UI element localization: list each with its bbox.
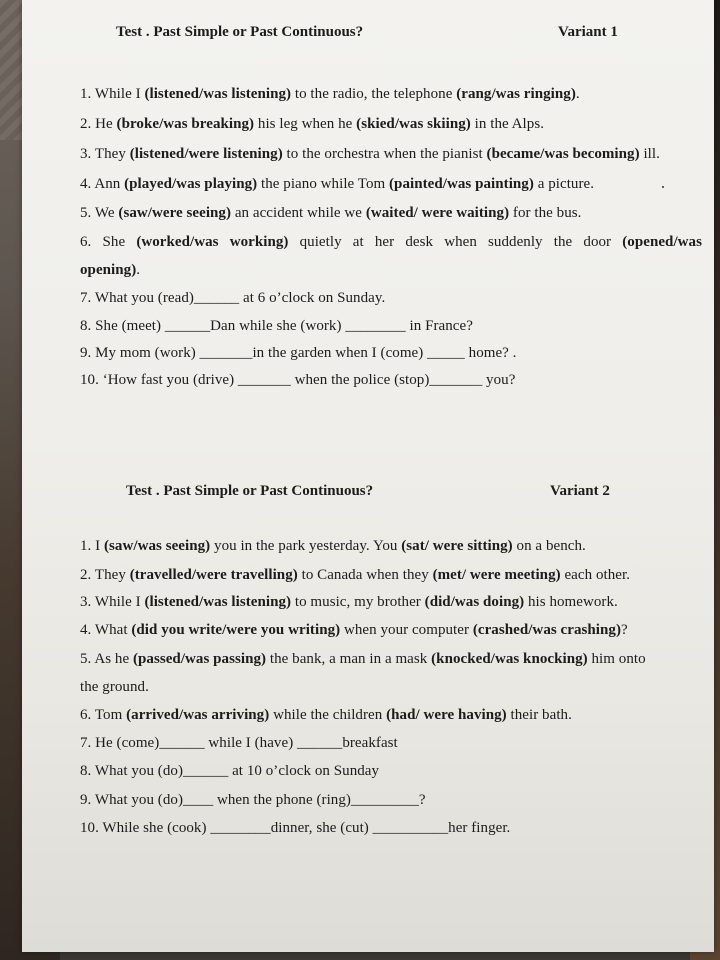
v2-item-6: 6. Tom (arrived/was arriving) while the children (had/ were having) their bath. bbox=[80, 707, 572, 723]
v1-item-1: 1. While I (listened/was listening) to the radio, the telephone (rang/was ringing). bbox=[80, 86, 580, 102]
v1-item-6: 6. She (worked/was working) quietly at her desk when suddenly the door (opened/was bbox=[80, 234, 702, 250]
v1-item-2: 2. He (broke/was breaking) his leg when he (skied/was skiing) in the Alps. bbox=[80, 116, 545, 132]
v1-item-5: 5. We (saw/were seeing) an accident while we (waited/ were waiting) for the bus. bbox=[80, 205, 582, 221]
v2-item-9: 9. What you (do)____ when the phone (ring)_________? bbox=[80, 792, 426, 808]
pen-dot bbox=[662, 186, 664, 188]
v1-item-10: 10. ‘How fast you (drive) _______ when the police (stop)_______ you? bbox=[80, 372, 516, 388]
variant2-title: Test . Past Simple or Past Continuous? bbox=[126, 483, 374, 499]
v2-item-5: 5. As he (passed/was passing) the bank, a man in a mask (knocked/was knocking) him onto bbox=[80, 651, 646, 667]
variant1-title: Test . Past Simple or Past Continuous? bbox=[116, 24, 364, 40]
v1-item-7: 7. What you (read)______ at 6 o’clock on Sunday. bbox=[80, 290, 386, 306]
worksheet-page bbox=[22, 0, 714, 952]
v2-item-3: 3. While I (listened/was listening) to music, my brother (did/was doing) his homework. bbox=[80, 594, 618, 610]
v2-item-2: 2. They (travelled/were travelling) to Canada when they (met/ were meeting) each other. bbox=[80, 567, 630, 583]
v2-item-8: 8. What you (do)______ at 10 o’clock on Sunday bbox=[80, 763, 380, 779]
v1-item-3: 3. They (listened/were listening) to the orchestra when the pianist (became/was becoming) ill. bbox=[80, 146, 660, 162]
v1-item-4: 4. Ann (played/was playing) the piano while Tom (painted/was painting) a picture. bbox=[80, 176, 595, 192]
v2-item-5-cont: the ground. bbox=[80, 679, 149, 695]
v2-item-4: 4. What (did you write/were you writing) when your computer (crashed/was crashing)? bbox=[80, 622, 628, 638]
variant2-label: Variant 2 bbox=[550, 483, 610, 499]
v2-item-10: 10. While she (cook) ________dinner, she (cut) __________her finger. bbox=[80, 820, 511, 836]
v1-item-6-cont: opening). bbox=[80, 262, 141, 278]
v2-item-7: 7. He (come)______ while I (have) ______breakfast bbox=[80, 735, 398, 751]
v1-item-9: 9. My mom (work) _______in the garden when I (come) _____ home? . bbox=[80, 345, 517, 361]
v1-item-8: 8. She (meet) ______Dan while she (work) ________ in France? bbox=[80, 318, 473, 334]
variant1-label: Variant 1 bbox=[558, 24, 618, 40]
v2-item-1: 1. I (saw/was seeing) you in the park yesterday. You (sat/ were sitting) on a bench. bbox=[80, 538, 586, 554]
